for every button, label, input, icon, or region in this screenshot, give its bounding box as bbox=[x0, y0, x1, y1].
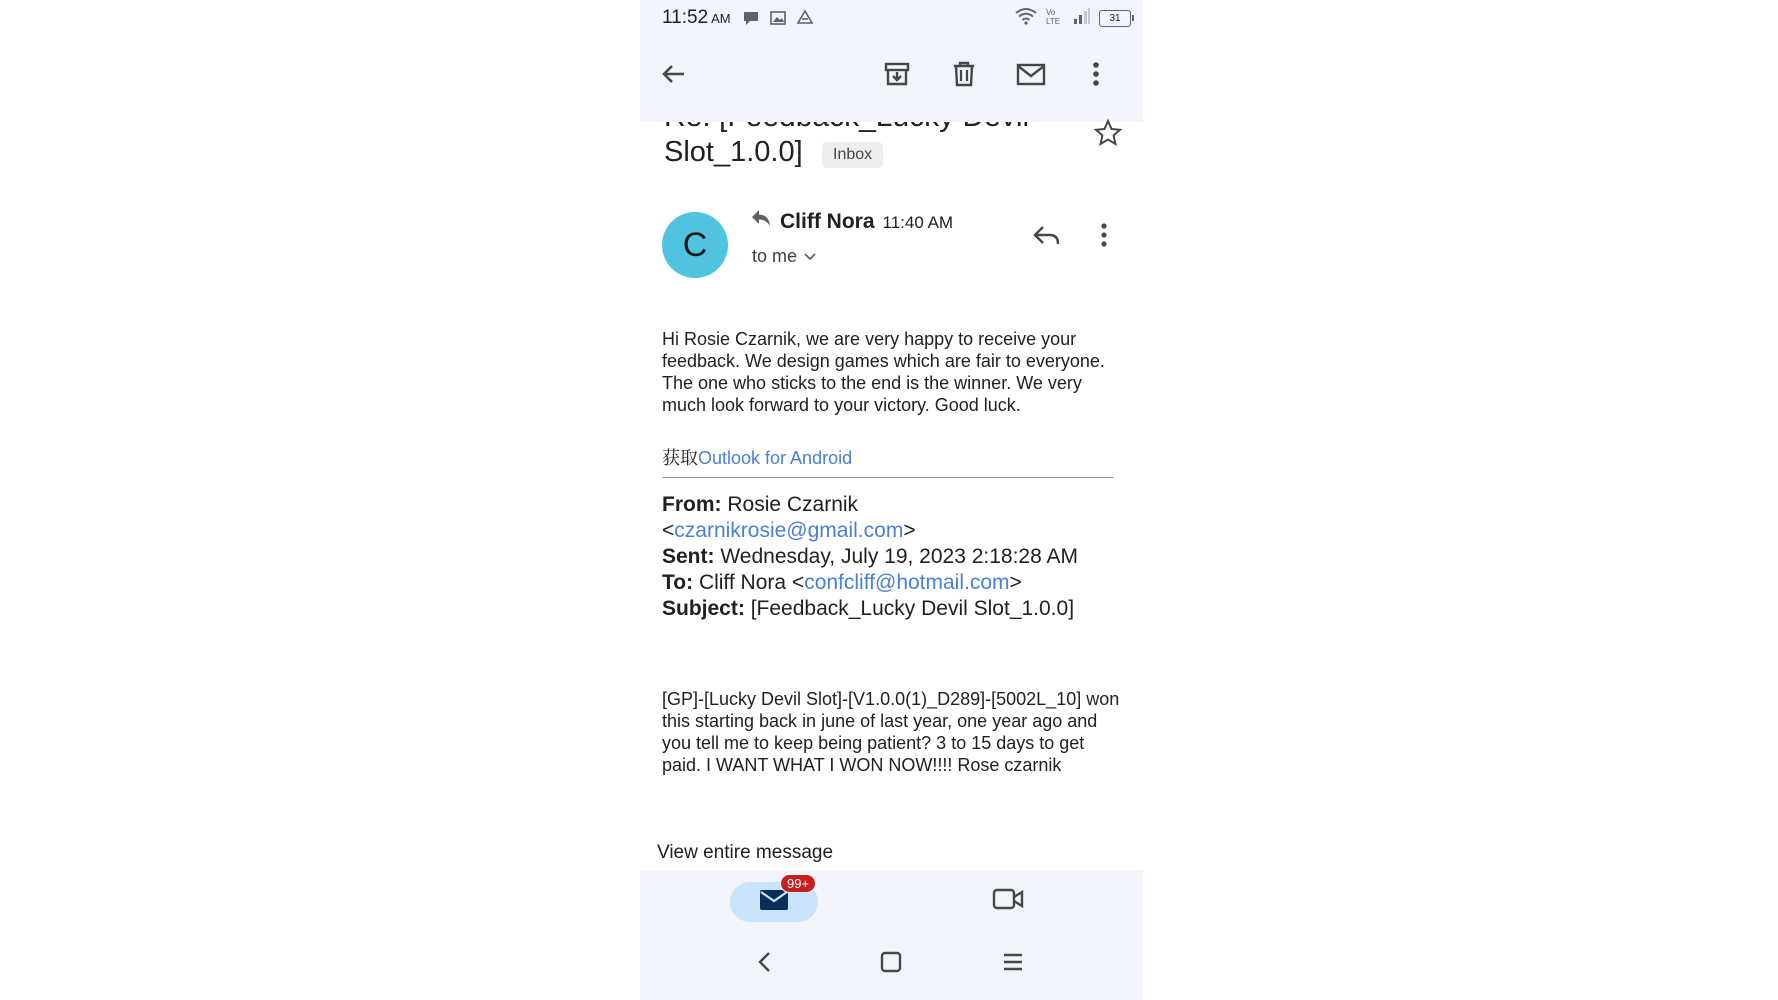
subject-row bbox=[662, 596, 1122, 622]
inbox-label-chip[interactable]: Inbox bbox=[822, 142, 883, 168]
chat-bubble-icon bbox=[742, 9, 760, 32]
star-icon[interactable] bbox=[1093, 118, 1123, 153]
more-vert-icon[interactable] bbox=[1078, 56, 1114, 92]
back-arrow-icon[interactable] bbox=[656, 56, 692, 92]
quoted-headers bbox=[662, 492, 1122, 622]
subject-text: Slot_1.0.0] bbox=[664, 136, 803, 168]
sender-line bbox=[750, 208, 953, 234]
get-outlook-line bbox=[662, 444, 852, 470]
recipient-label: to me bbox=[752, 246, 798, 266]
system-home-icon[interactable] bbox=[879, 950, 903, 979]
wifi-icon bbox=[1015, 7, 1037, 30]
get-outlook-prefix: 获取 bbox=[662, 448, 698, 468]
outlook-android-link[interactable]: Outlook for Android bbox=[698, 448, 853, 468]
drive-icon bbox=[796, 9, 814, 32]
sent-row bbox=[662, 544, 1122, 570]
to-label: To: bbox=[662, 571, 694, 594]
quoted-body: [GP]-[Lucky Devil Slot]-[V1.0.0(1)_D289]-[5002L_10] won this starting back in june of last year, one year ago and you tell me to keep being patient? 3 to 15 days to get paid. I WANT WHAT I WON NOW!!!! Rose czarnik bbox=[662, 689, 1120, 775]
sender-name[interactable]: Cliff Nora bbox=[780, 210, 875, 233]
mail-badge: 99+ bbox=[780, 874, 816, 893]
meet-icon[interactable] bbox=[992, 886, 1024, 917]
avatar[interactable]: C bbox=[662, 212, 728, 278]
subject-value: [Feedback_Lucky Devil Slot_1.0.0] bbox=[750, 597, 1075, 620]
signal-icon bbox=[1073, 7, 1091, 30]
recipient-toggle[interactable] bbox=[752, 246, 817, 267]
to-name: Cliff Nora bbox=[698, 571, 787, 594]
from-email-link[interactable]: czarnikrosie@gmail.com bbox=[674, 519, 904, 542]
image-icon bbox=[769, 9, 787, 32]
email-time: 11:40 AM bbox=[882, 213, 954, 232]
replied-icon bbox=[750, 208, 772, 233]
subject-label: Subject: bbox=[662, 597, 745, 620]
archive-icon[interactable] bbox=[879, 56, 915, 92]
status-bar bbox=[640, 0, 1143, 36]
svg-text:LTE: LTE bbox=[1046, 17, 1061, 25]
from-name: Rosie Czarnik bbox=[727, 493, 859, 516]
email-body: Hi Rosie Czarnik, we are very happy to receive your feedback. We design games which are fair to everyone. The one who sticks to the end is the winner. We very much look forward to your victory. Good luck. bbox=[662, 329, 1105, 415]
sent-label: Sent: bbox=[662, 545, 715, 568]
chevron-down-icon bbox=[803, 246, 817, 267]
sent-value: Wednesday, July 19, 2023 2:18:28 AM bbox=[720, 545, 1078, 568]
volte-icon bbox=[1045, 7, 1065, 30]
to-email-link[interactable]: confcliff@hotmail.com bbox=[804, 571, 1010, 594]
battery-icon: 31 bbox=[1099, 10, 1131, 27]
trash-icon[interactable] bbox=[946, 56, 982, 92]
sender-more-icon[interactable] bbox=[1100, 222, 1108, 253]
view-entire-message-link[interactable]: View entire message bbox=[657, 842, 834, 863]
system-recents-icon[interactable] bbox=[1002, 950, 1024, 979]
email-toolbar bbox=[640, 36, 1143, 122]
bottom-nav bbox=[640, 870, 1143, 932]
reply-icon[interactable] bbox=[1032, 222, 1062, 255]
from-label: From: bbox=[662, 493, 722, 516]
from-row: From: Rosie Czarnik <czarnikrosie@gmail.com> bbox=[662, 493, 916, 542]
status-time: 11:52 AM bbox=[662, 7, 731, 28]
mark-unread-icon[interactable] bbox=[1013, 56, 1049, 92]
system-nav-bar bbox=[640, 932, 1143, 1000]
divider bbox=[662, 477, 1114, 478]
phone-screen bbox=[640, 0, 1143, 1000]
svg-text:Vo: Vo bbox=[1046, 8, 1056, 17]
system-back-icon[interactable] bbox=[756, 950, 774, 979]
email-subject bbox=[640, 122, 1143, 182]
to-row: To: Cliff Nora <confcliff@hotmail.com> bbox=[662, 571, 1022, 594]
